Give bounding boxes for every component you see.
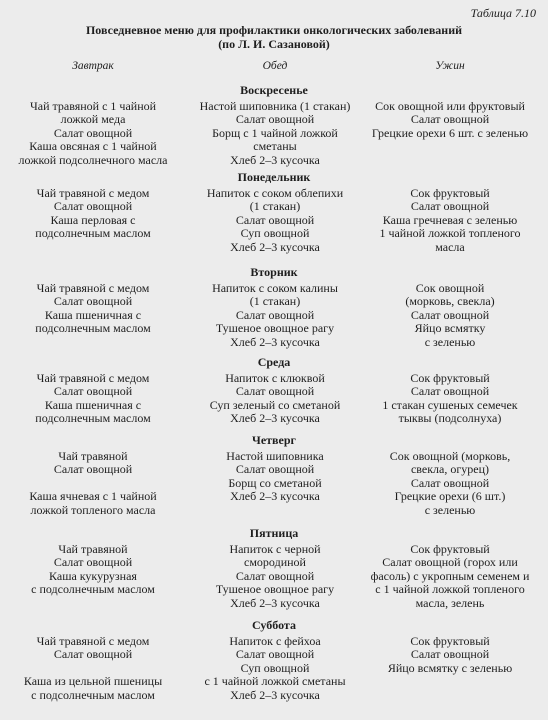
menu-line: Салат овощной [410,647,490,662]
lunch-cell [190,543,360,610]
menu-line: Салат овощной [410,384,490,399]
menu-line: Каша из цельной пшеницы [23,674,163,689]
menu-line: Сок фруктовый [410,634,490,648]
day-name: Пятница [249,526,299,540]
menu-line: Салат овощной [53,199,133,214]
menu-line: Салат овощной [235,568,315,583]
menu-line: Чай травяной [58,542,128,556]
menu-line: Салат овощной [410,307,490,322]
lunch-cell [190,372,360,426]
menu-line: Хлеб 2–3 кусочка [230,411,320,426]
menu-line: Хлеб 2–3 кусочка [230,595,320,610]
menu-line: Чай травяной с 1 чайной [29,99,157,113]
menu-line: Настой шиповника (1 стакан) [199,99,351,113]
menu-line [8,662,178,675]
day-name: Вторник [250,265,298,279]
menu-line: подсолнечным маслом [35,411,151,426]
menu-line: подсолнечным маслом [35,226,151,241]
menu-line: Салат овощной (горох или [382,555,518,570]
lunch-cell [190,282,360,349]
menu-line: Борщ со сметаной [228,475,322,490]
column-header-breakfast: Завтрак [72,60,114,72]
menu-line: Салат овощной [235,112,315,127]
lunch-cell [190,450,360,504]
menu-line: Салат овощной [235,647,315,662]
menu-line: 1 стакан сушеных семечек [382,397,518,412]
menu-line: Хлеб 2–3 кусочка [230,239,320,254]
menu-line: Салат овощной [53,462,133,477]
menu-line: Каша кукурузная [49,568,137,583]
lunch-cell [190,100,360,167]
dinner-cell [365,635,535,675]
menu-line: с 1 чайной ложкой топленого [375,582,525,597]
menu-line: Хлеб 2–3 кусочка [230,152,320,167]
menu-line: Хлеб 2–3 кусочка [230,489,320,504]
day-name: Понедельник [237,170,311,184]
column-header-dinner: Ужин [435,60,465,72]
menu-line: Салат овощной [53,125,133,140]
menu-line: Напиток с фейхоа [229,634,321,648]
breakfast-cell [8,372,178,426]
menu-line: Салат овощной [53,384,133,399]
menu-line: Сок овощной [415,281,485,295]
menu-line: Каша гречневая с зеленью [382,212,518,227]
menu-line: Яйцо всмятку [414,321,486,336]
menu-line: Сок фруктовый [410,186,490,200]
menu-line: Каша перловая с [50,212,136,227]
menu-line: Каша пшеничная с [44,307,142,322]
menu-line: Сок фруктовый [410,371,490,385]
menu-line [8,477,178,490]
menu-line: Салат овощной [235,307,315,322]
menu-line: (1 стакан) [249,199,301,214]
menu-line: Тушеное овощное рагу [215,321,335,336]
menu-line: Суп овощной [240,226,310,241]
menu-line: Грецкие орехи 6 шт. с зеленью [371,125,529,140]
menu-line: Салат овощной [235,384,315,399]
menu-line: Суп зеленый со сметаной [209,397,341,412]
menu-line: ложкой подсолнечного масла [18,152,168,167]
menu-line: Салат овощной [53,647,133,662]
menu-line: Сок фруктовый [410,542,490,556]
breakfast-cell [8,543,178,597]
menu-line: Салат овощной [53,555,133,570]
menu-line: Каша ячневая с 1 чайной [29,489,157,504]
menu-line: Суп овощной [240,660,310,675]
menu-line: Салат овощной [53,294,133,309]
menu-line: с зеленью [424,334,476,349]
menu-line: Напиток с клюквой [225,371,325,385]
dinner-cell [365,372,535,426]
menu-line: Напиток с соком облепихи [206,186,344,200]
menu-line: с 1 чайной ложкой сметаны [204,674,346,689]
table-label: Таблица 7.10 [470,6,536,20]
menu-line: Салат овощной [410,475,490,490]
menu-line: (1 стакан) [249,294,301,309]
column-header-lunch: Обед [262,60,288,72]
menu-line: с зеленью [424,502,476,517]
menu-line: Салат овощной [235,212,315,227]
title-line: (по Л. И. Сазановой) [218,37,330,51]
menu-line: Салат овощной [235,462,315,477]
document-title [0,23,548,51]
menu-line: Чай травяной с медом [36,634,150,648]
dinner-cell [365,282,535,349]
breakfast-cell [8,187,178,241]
menu-line: Сок овощной или фруктовый [375,99,525,113]
lunch-cell [190,635,360,702]
breakfast-cell [8,100,178,167]
dinner-cell [365,543,535,610]
menu-line: ложкой меда [60,112,126,127]
menu-line: масла [435,239,465,254]
dinner-cell [365,100,535,140]
menu-line: свекла, огурец) [410,462,490,477]
breakfast-cell [8,450,178,517]
menu-line: Салат овощной [410,199,490,214]
menu-line: Салат овощной [410,112,490,127]
menu-line: смородиной [244,555,306,570]
menu-line: Борщ с 1 чайной ложкой [212,125,338,140]
menu-line: Яйцо всмятку с зеленью [387,660,513,675]
menu-line: Чай травяной с медом [36,281,150,295]
day-name: Суббота [252,618,296,632]
menu-line: ложкой топленого масла [30,502,156,517]
day-name: Воскресенье [240,83,308,97]
column-headers [0,60,548,74]
title-line: Повседневное меню для профилактики онкологических заболеваний [85,23,463,37]
menu-line: Чай травяной с медом [36,371,150,385]
breakfast-cell [8,635,178,702]
menu-line: Хлеб 2–3 кусочка [230,334,320,349]
menu-line: Настой шиповника [226,449,324,463]
breakfast-cell [8,282,178,336]
menu-line: Грецкие орехи (6 шт.) [394,489,506,504]
dinner-cell [365,187,535,254]
day-name: Четверг [252,433,296,447]
menu-line: Чай травяной с медом [36,186,150,200]
menu-line: 1 чайной ложкой топленого [379,226,521,241]
menu-line: Тушеное овощное рагу [215,582,335,597]
dinner-cell [365,450,535,517]
menu-line: с подсолнечным маслом [31,687,155,702]
menu-line: Каша пшеничная с [44,397,142,412]
menu-line: Хлеб 2–3 кусочка [230,687,320,702]
menu-line: Напиток с черной [229,542,321,556]
lunch-cell [190,187,360,254]
menu-line: сметаны [253,139,297,154]
day-name: Среда [257,355,291,369]
menu-line: Напиток с соком калины [212,281,338,295]
menu-line: с подсолнечным маслом [31,582,155,597]
menu-line: тыквы (подсолнуха) [398,411,502,426]
menu-line: (морковь, свекла) [405,294,495,309]
menu-line: масла, зелень [415,595,485,610]
menu-line: фасоль) с укропным семенем и [370,568,530,583]
menu-line: подсолнечным маслом [35,321,151,336]
menu-line: Чай травяной [58,449,128,463]
menu-line: Каша овсяная с 1 чайной [29,139,157,154]
menu-line: Сок овощной (морковь, [389,449,511,463]
